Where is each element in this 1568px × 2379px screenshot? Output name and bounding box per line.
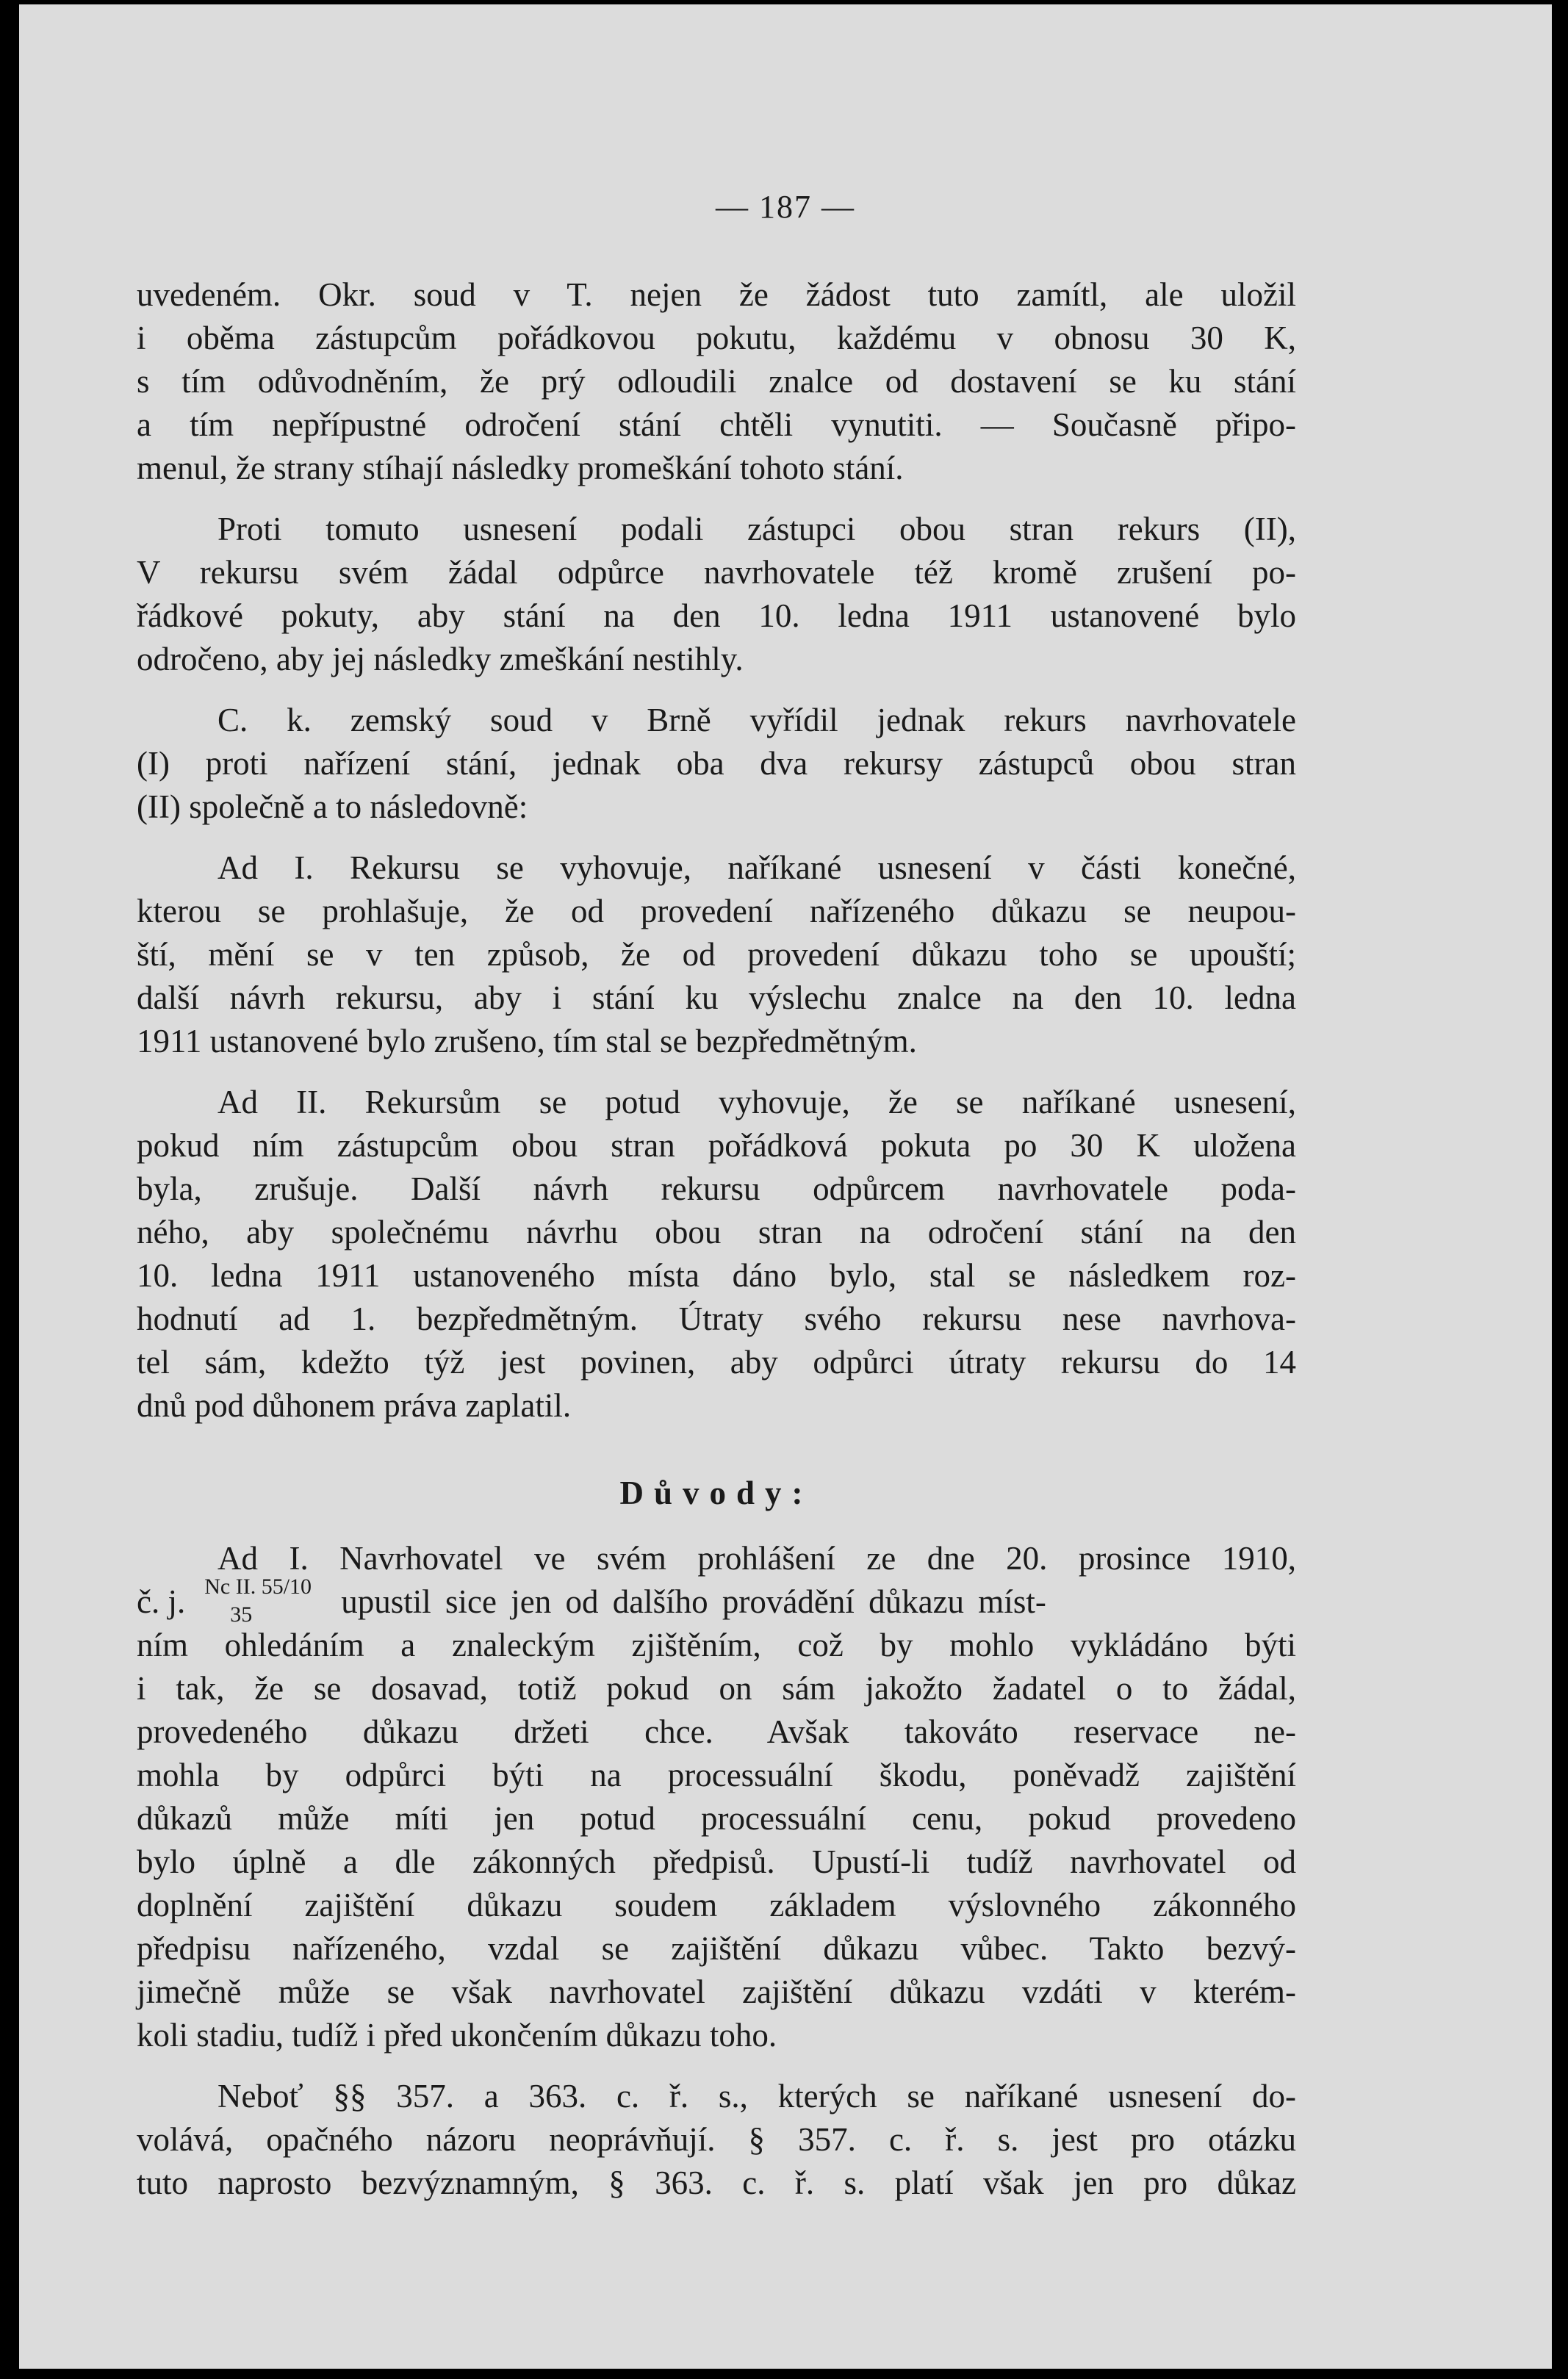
body-text: [137, 273, 1296, 2205]
text-line: koli stadiu, tudíž i před ukončením důkazu toho.: [137, 2017, 777, 2054]
text-line: (II) společně a to následovně:: [137, 788, 528, 825]
text-line: bylo úplně a dle zákonných předpisů. Upustí-li tudíž navrhovatel od: [137, 1843, 1296, 1880]
paragraph-1: [137, 273, 1296, 490]
text-line: jimečně může se však navrhovatel zajištění důkazu vzdáti v kterém-: [137, 1973, 1296, 2010]
text-line: dnů pod důhonem práva zaplatil.: [137, 1387, 572, 1424]
text-line: Neboť §§ 357. a 363. c. ř. s., kterých se naříkané usnesení do-: [217, 2078, 1296, 2115]
case-number-fraction: [190, 1574, 337, 1627]
text-line: provedeného důkazu držeti chce. Avšak takováto reservace ne-: [137, 1713, 1296, 1750]
text-line: předpisu nařízeného, vzdal se zajištění důkazu vůbec. Takto bezvý-: [137, 1930, 1296, 1967]
paragraph-5: [137, 1081, 1296, 1428]
paragraph-4: [137, 846, 1296, 1063]
text-line: Ad I. Navrhovatel ve svém prohlášení ze dne 20. prosince 1910,: [217, 1540, 1296, 1577]
text-line: kterou se prohlašuje, že od provedení nařízeného důkazu se neupou-: [137, 893, 1296, 929]
text-line: řádkové pokuty, aby stání na den 10. ledna 1911 ustanovené bylo: [137, 597, 1296, 634]
reference-suffix: upustil sice jen od dalšího provádění důkazu míst-: [341, 1583, 1046, 1620]
text-line: V rekursu svém žádal odpůrce navrhovatele též kromě zrušení po-: [137, 554, 1296, 591]
text-line: volává, opačného názoru neoprávňují. § 357. c. ř. s. jest pro otázku: [137, 2121, 1296, 2158]
text-line: C. k. zemský soud v Brně vyřídil jednak rekurs navrhovatele: [217, 702, 1296, 738]
reference-prefix: č. j.: [137, 1583, 186, 1620]
paragraph-2: [137, 508, 1296, 681]
text-line: ští, mění se v ten způsob, že od provedení důkazu toho se upouští;: [137, 936, 1296, 973]
text-line: i tak, že se dosavad, totiž pokud on sám jakožto žadatel o to žádal,: [137, 1670, 1296, 1707]
text-line: a tím nepřípustné odročení stání chtěli vynutiti. — Současně připo-: [137, 406, 1296, 443]
text-line: i oběma zástupcům pořádkovou pokutu, každému v obnosu 30 K,: [137, 320, 1296, 356]
section-heading: Důvody:: [619, 1475, 813, 1511]
text-line: Ad I. Rekursu se vyhovuje, naříkané usnesení v části konečné,: [217, 849, 1296, 886]
text-line: doplnění zajištění důkazu soudem základem výslovného zákonného: [137, 1887, 1296, 1923]
text-line: (I) proti nařízení stání, jednak oba dva rekursy zástupců obou stran: [137, 745, 1296, 782]
text-line: s tím odůvodněním, že prý odloudili znalce od dostavení se ku stání: [137, 363, 1296, 400]
fraction-numerator: Nc II. 55/10: [204, 1574, 312, 1599]
text-line: byla, zrušuje. Další návrh rekursu odpůrcem navrhovatele poda-: [137, 1170, 1296, 1207]
text-line: hodnutí ad 1. bezpředmětným. Útraty svého rekursu nese navrhova-: [137, 1300, 1296, 1337]
text-line: odročeno, aby jej následky zmeškání nestihly.: [137, 641, 744, 677]
text-line: pokud ním zástupcům obou stran pořádková pokuta po 30 K uložena: [137, 1127, 1296, 1164]
text-line: 10. ledna 1911 ustanoveného místa dáno bylo, stal se následkem roz-: [137, 1257, 1296, 1294]
text-line: Ad II. Rekursům se potud vyhovuje, že se naříkané usnesení,: [217, 1084, 1296, 1120]
text-line: ného, aby společnému návrhu obou stran na odročení stání na den: [137, 1214, 1296, 1250]
page-number: — 187 —: [716, 189, 855, 225]
final-paragraph: [137, 2075, 1296, 2205]
paragraph-3: [137, 699, 1296, 829]
fraction-denominator: 35: [230, 1602, 253, 1627]
text-line: další návrh rekursu, aby i stání ku výslechu znalce na den 10. ledna: [137, 979, 1296, 1016]
reasons-paragraph: [137, 1537, 1296, 2057]
text-line: důkazů může míti jen potud processuální cenu, pokud provedeno: [137, 1800, 1296, 1837]
text-line: tuto naprosto bezvýznamným, § 363. c. ř. s. platí však jen pro důkaz: [137, 2164, 1296, 2201]
reference-line: [137, 1574, 1296, 1627]
text-line: mohla by odpůrci býti na processuální škodu, poněvadž zajištění: [137, 1757, 1296, 1793]
text-line: Proti tomuto usnesení podali zástupci obou stran rekurs (II),: [217, 511, 1296, 547]
text-line: menul, že strany stíhají následky promeškání tohoto stání.: [137, 450, 904, 486]
text-line: uvedeném. Okr. soud v T. nejen že žádost tuto zamítl, ale uložil: [137, 276, 1296, 313]
text-line: tel sám, kdežto týž jest povinen, aby odpůrci útraty rekursu do 14: [137, 1344, 1296, 1381]
text-line: ním ohledáním a znaleckým zjištěním, což by mohlo vykládáno býti: [137, 1627, 1296, 1663]
scanned-page: [19, 4, 1552, 2369]
text-line: 1911 ustanovené bylo zrušeno, tím stal se bezpředmětným.: [137, 1023, 917, 1059]
